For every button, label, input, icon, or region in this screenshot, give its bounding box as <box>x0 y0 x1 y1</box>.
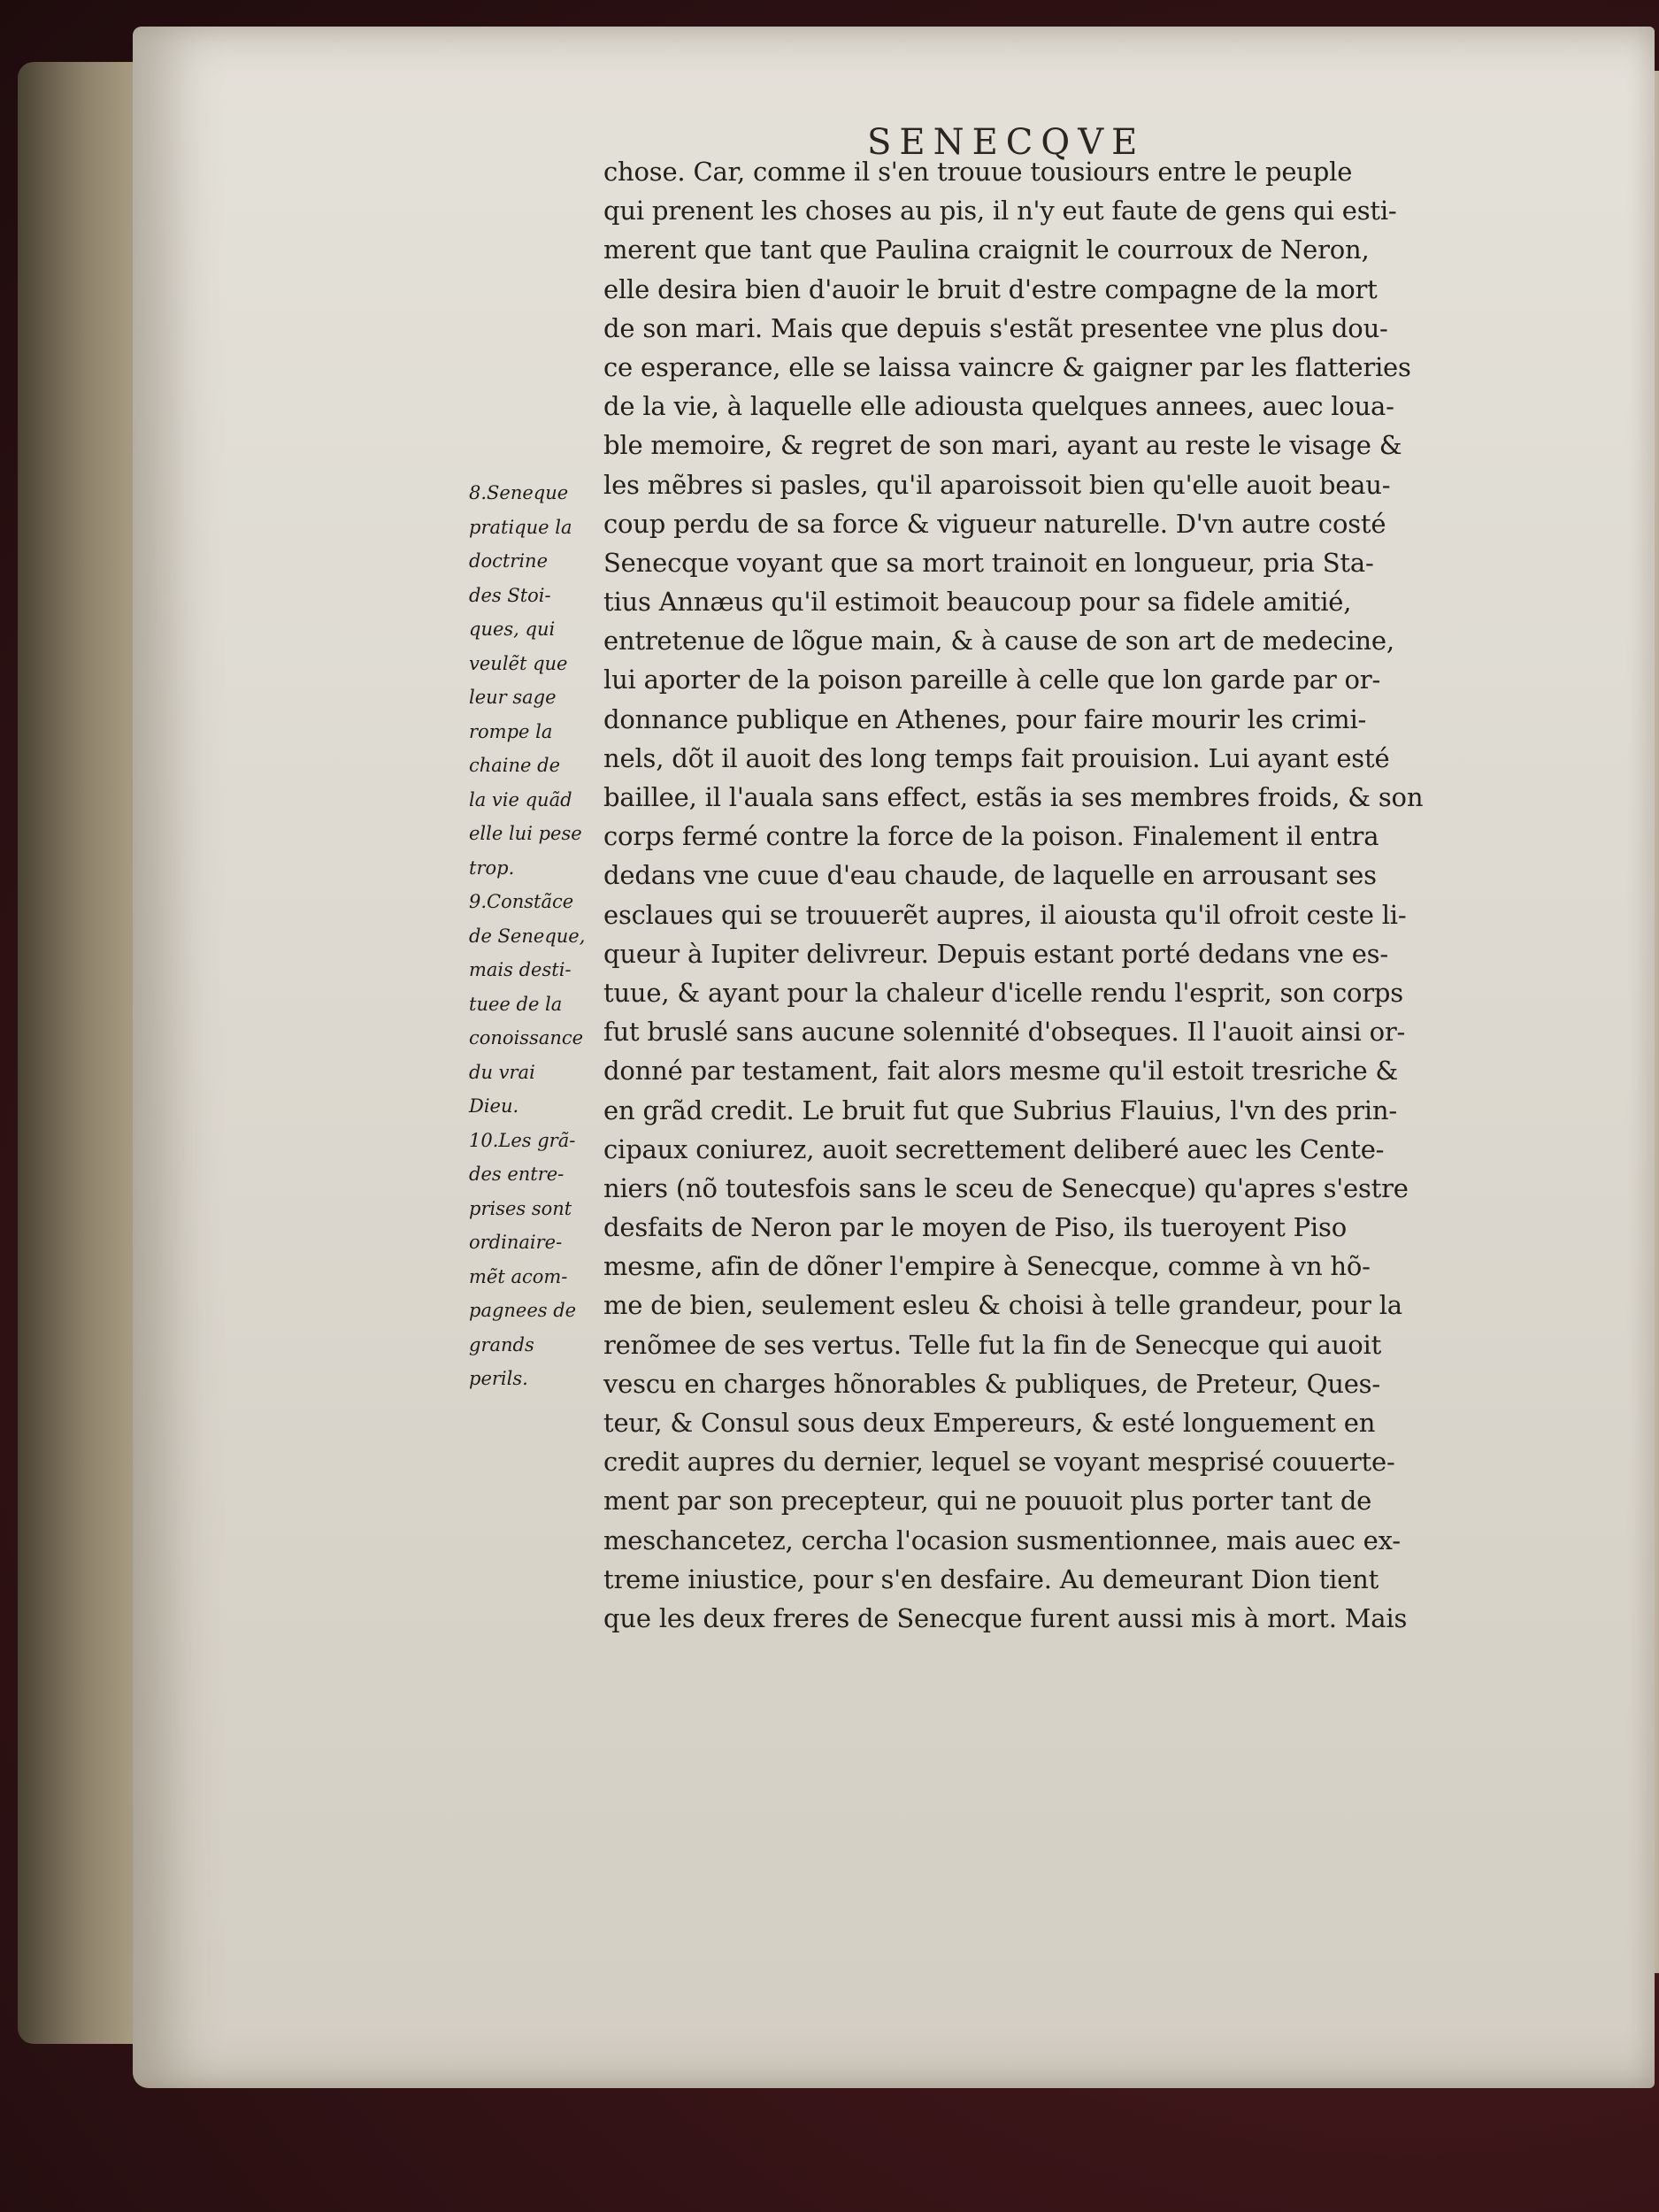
margin-note-line: elle lui pese <box>469 823 582 844</box>
margin-note-line: conoissance <box>469 1027 584 1048</box>
text-line: esclaues qui se trouuerẽt aupres, il aiousta qu'il ofroit ceste li- <box>603 899 1407 930</box>
margin-note-line: prises sont <box>469 1197 572 1219</box>
text-line: chose. Car, comme il s'en trouue tousiours entre le peuple <box>603 157 1353 187</box>
margin-note-line: chaine de <box>469 755 561 776</box>
text-line: mesme, afin de dõner l'empire à Senecque, comme à vn hõ- <box>603 1251 1371 1282</box>
text-line: merent que tant que Paulina craignit le courroux de Neron, <box>603 234 1370 265</box>
text-line: tuue, & ayant pour la chaleur d'icelle rendu l'esprit, son corps <box>603 977 1403 1008</box>
text-line: nels, dõt il auoit des long temps fait prouision. Lui ayant esté <box>603 742 1390 773</box>
text-line: me de bien, seulement esleu & choisi à telle grandeur, pour la <box>603 1290 1402 1321</box>
text-line: queur à Iupiter delivreur. Depuis estant porté dedans vne es- <box>603 938 1388 969</box>
margin-note-line: Dieu. <box>469 1095 519 1117</box>
text-line: fut bruslé sans aucune solennité d'obseques. Il l'auoit ainsi or- <box>603 1017 1406 1048</box>
text-line: dedans vne cuue d'eau chaude, de laquelle en arrousant ses <box>603 860 1377 891</box>
text-line: tius Annæus qu'il estimoit beaucoup pour sa fidele amitié, <box>603 587 1352 618</box>
text-line: coup perdu de sa force & vigueur naturelle. D'vn autre costé <box>603 508 1386 539</box>
margin-note-line: grands <box>469 1333 534 1356</box>
margin-note-line: la vie quãd <box>469 788 572 810</box>
running-head: SENECQVE <box>867 122 1146 163</box>
text-line: ment par son precepteur, qui ne pouuoit plus porter tant de <box>603 1486 1372 1517</box>
text-line: cipaux coniurez, auoit secrettement deliberé auec les Cente- <box>603 1133 1385 1164</box>
text-line: entretenue de lõgue main, & à cause de son art de medecine, <box>603 626 1394 657</box>
margin-note-line: des entre- <box>469 1164 565 1185</box>
margin-note-line: mẽt acom- <box>469 1265 568 1287</box>
text-line: niers (nõ toutesfois sans le sceu de Senecque) qu'apres s'estre <box>603 1172 1409 1203</box>
margin-note-line: de Seneque, <box>469 925 586 947</box>
text-line: qui prenent les choses au pis, il n'y eut faute de gens qui esti- <box>603 196 1397 227</box>
text-line: ce esperance, elle se laissa vaincre & gaigner par les flatteries <box>603 351 1411 382</box>
margin-note-line: perils. <box>469 1368 528 1389</box>
margin-note-line: 9.Constãce <box>469 891 574 912</box>
margin-note-line: des Stoi- <box>469 584 551 606</box>
margin-note-line: 10.Les grã- <box>469 1129 576 1151</box>
margin-note-line: veulẽt que <box>469 652 568 674</box>
text-line: que les deux freres de Senecque furent aussi mis à mort. Mais <box>603 1602 1408 1633</box>
text-line: meschancetez, cercha l'ocasion susmentionnee, mais auec ex- <box>603 1525 1401 1555</box>
text-line: de son mari. Mais que depuis s'estãt presentee vne plus dou- <box>603 312 1388 343</box>
margin-note-line: tuee de la <box>469 993 563 1015</box>
margin-note-line: pratique la <box>469 516 572 538</box>
margin-note-line: ques, qui <box>469 618 556 640</box>
margin-notes <box>469 476 602 1396</box>
text-line: Senecque voyant que sa mort trainoit en longueur, pria Sta- <box>603 547 1374 578</box>
margin-note-line: leur sage <box>469 687 557 708</box>
margin-note-line: doctrine <box>469 550 548 572</box>
margin-note-line: 8.Seneque <box>469 482 569 503</box>
text-line: lui aporter de la poison pareille à celle que lon garde par or- <box>603 664 1381 695</box>
text-line: desfaits de Neron par le moyen de Piso, ils tueroyent Piso <box>603 1212 1347 1243</box>
margin-note-line: trop. <box>469 856 515 879</box>
text-line: de la vie, à laquelle elle adiousta quelques annees, auec loua- <box>603 391 1394 422</box>
margin-note-line: pagnees de <box>469 1300 577 1321</box>
text-line: vescu en charges hõnorables & publiques, de Preteur, Ques- <box>603 1368 1380 1399</box>
margin-note-line: mais desti- <box>469 959 572 980</box>
text-line: les mẽbres si pasles, qu'il aparoissoit bien qu'elle auoit beau- <box>603 469 1391 500</box>
text-line: en grãd credit. Le bruit fut que Subrius Flauius, l'vn des prin- <box>603 1094 1397 1125</box>
text-line: ble memoire, & regret de son mari, ayant au reste le visage & <box>603 430 1402 461</box>
margin-note-line: du vrai <box>469 1061 535 1083</box>
body-text <box>603 152 1479 1638</box>
margin-note-line: ordinaire- <box>469 1232 563 1253</box>
text-line: credit aupres du dernier, lequel se voyant mesprisé couuerte- <box>603 1447 1395 1478</box>
text-line: teur, & Consul sous deux Empereurs, & esté longuement en <box>603 1408 1376 1438</box>
margin-note-line: rompe la <box>469 720 553 742</box>
text-line: treme iniustice, pour s'en desfaire. Au demeurant Dion tient <box>603 1563 1379 1594</box>
text-line: renõmee de ses vertus. Telle fut la fin de Senecque qui auoit <box>603 1329 1382 1360</box>
text-line: baillee, il l'auala sans effect, estãs ia ses membres froids, & son <box>603 782 1424 812</box>
text-line: elle desira bien d'auoir le bruit d'estre compagne de la mort <box>603 273 1378 304</box>
text-line: donnance publique en Athenes, pour faire mourir les crimi- <box>603 703 1367 734</box>
text-line: corps fermé contre la force de la poison. Finalement il entra <box>603 821 1379 852</box>
text-line: donné par testament, fait alors mesme qu'il estoit tresriche & <box>603 1056 1399 1087</box>
